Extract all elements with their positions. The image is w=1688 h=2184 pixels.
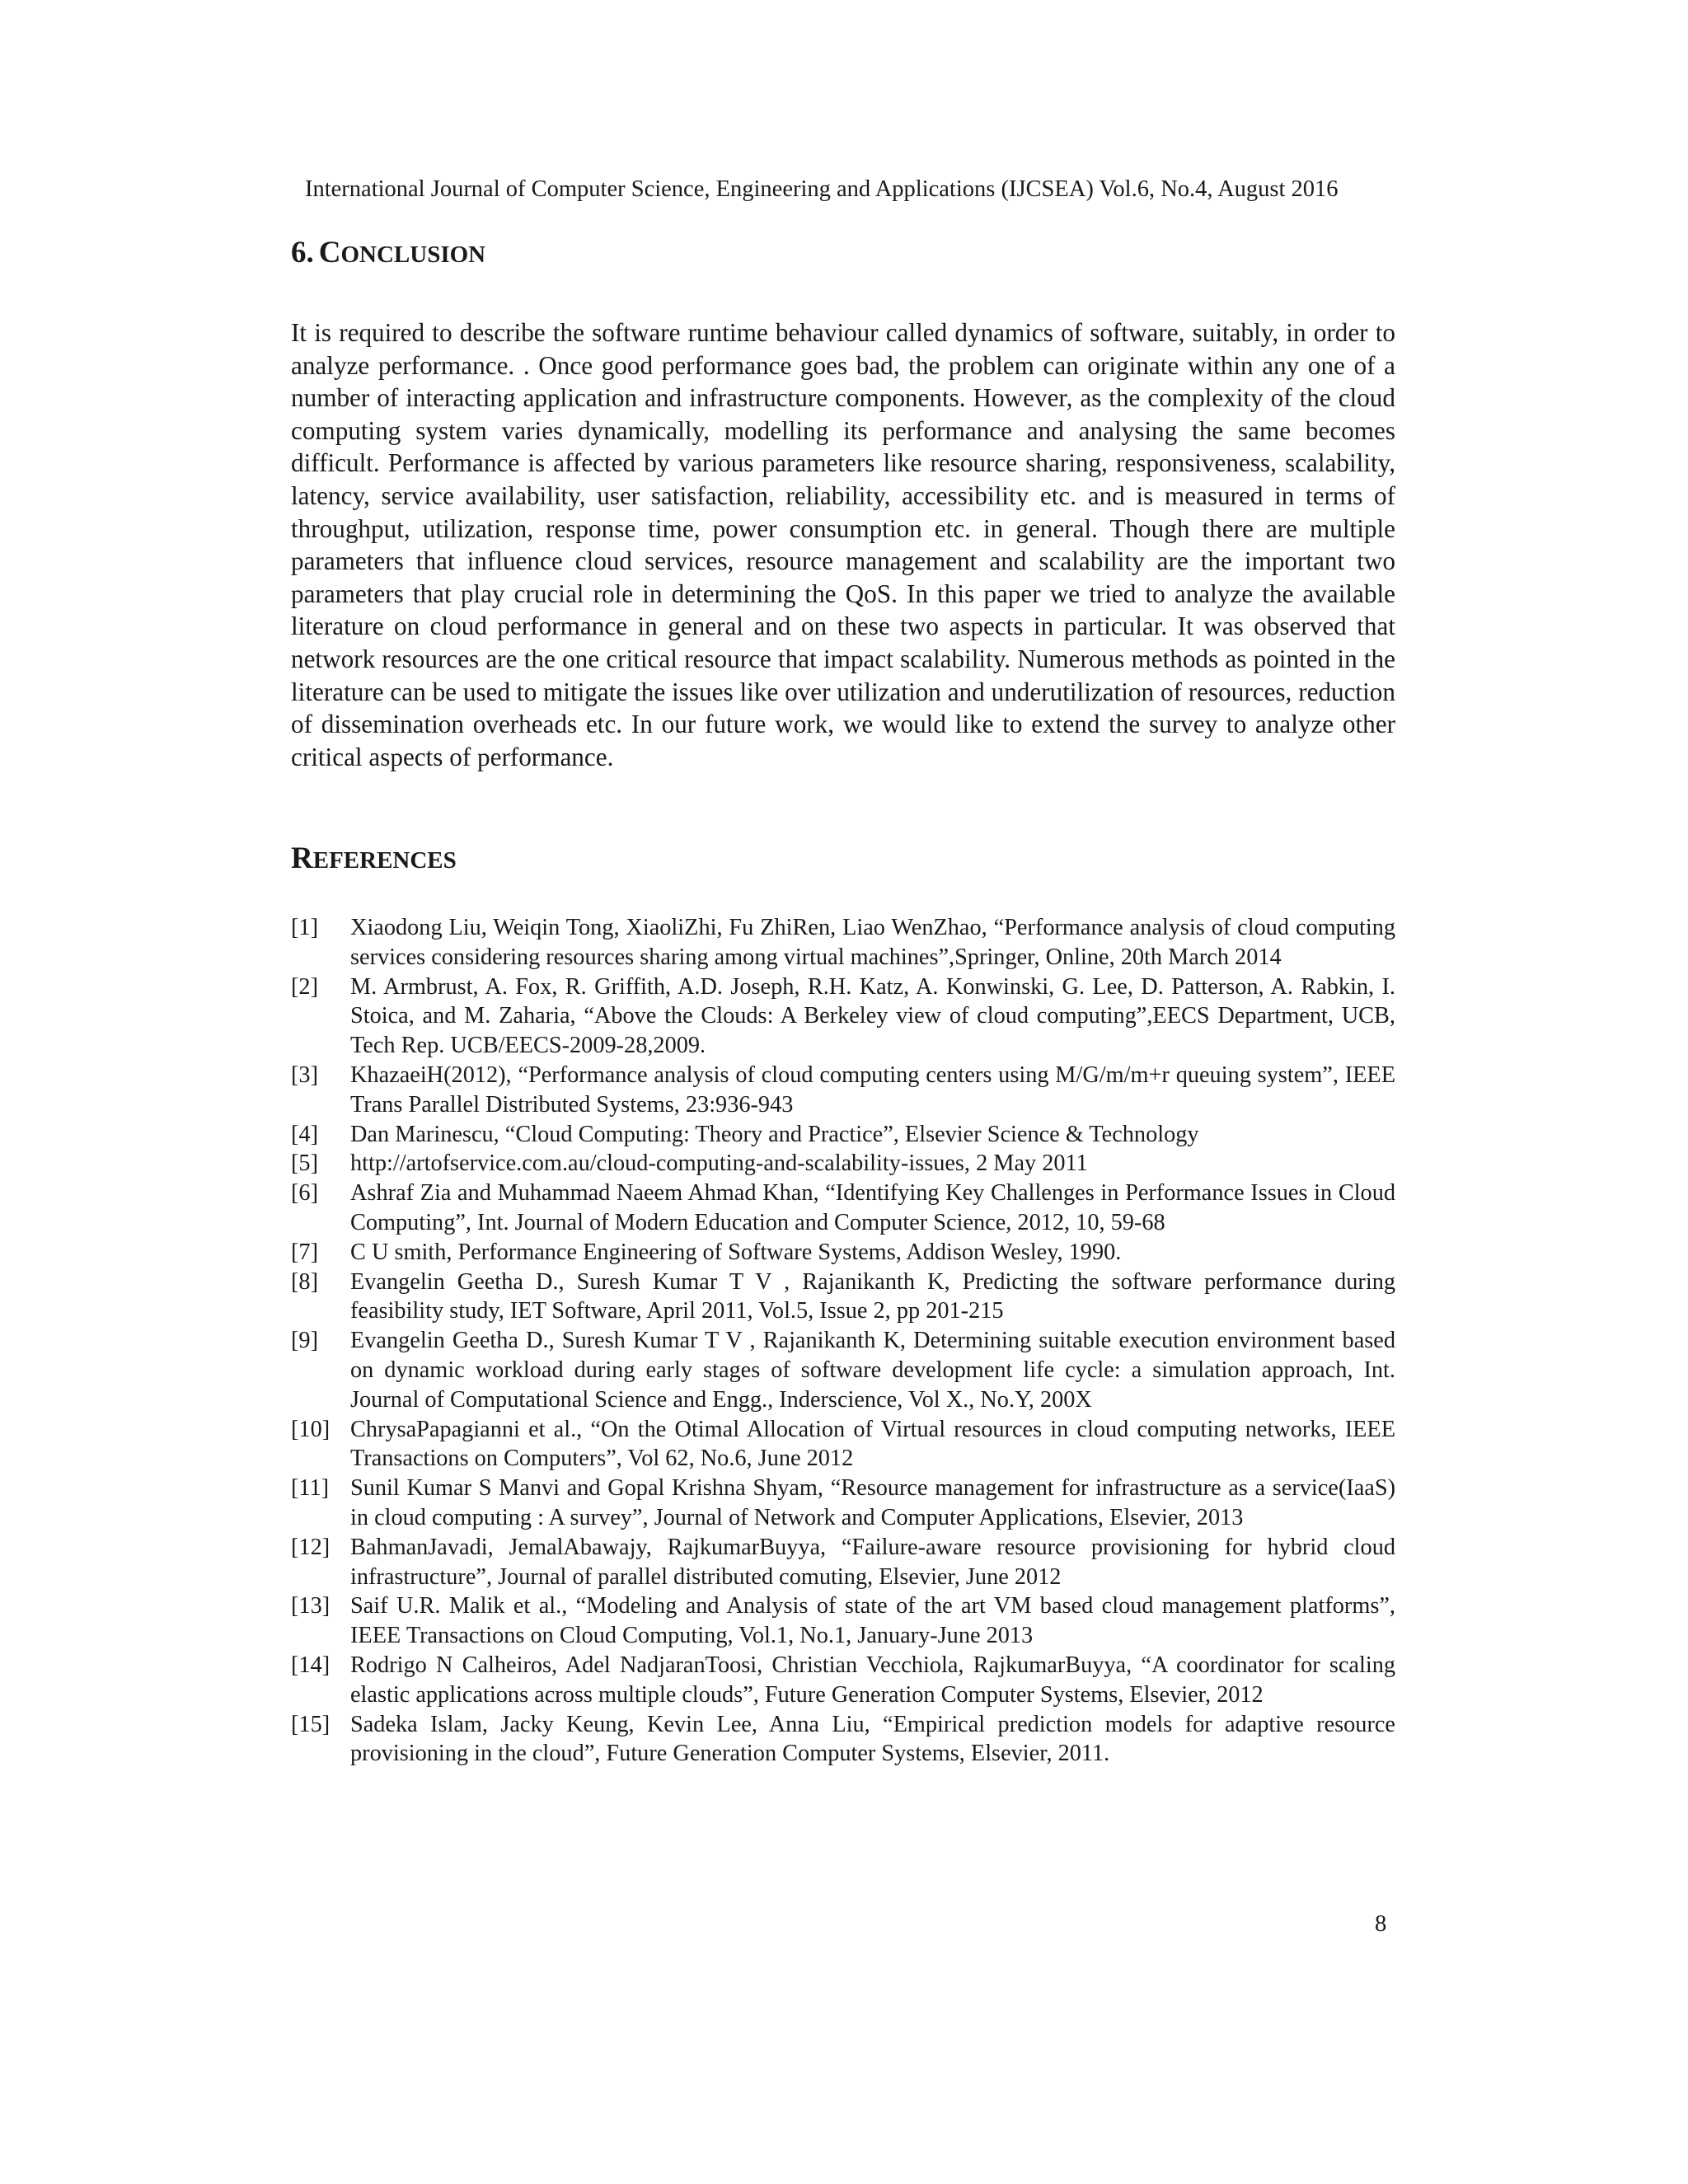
reference-text: Evangelin Geetha D., Suresh Kumar T V , Rajanikanth K, Determining suitable execution environment based on dynamic workload during early stages of software development life cycle: a simulation approach, Int. Journal of Computational Science and Engg., Inderscience, Vol X., No.Y, 200X [350,1328,1395,1413]
heading-initial: C [318,236,341,269]
reference-item [291,1149,1395,1179]
reference-number: [1] [291,915,318,940]
reference-item [291,1179,1395,1238]
reference-number: [10] [291,1416,331,1442]
conclusion-paragraph: It is required to describe the software runtime behaviour called dynamics of software, suitably, in order to analyze performance. . Once good performance goes bad, the problem can originate within any one of a number of interacting application and infrastructure components. However, as the complexity of the cloud computing system varies dynamically, modelling its performance and analysing the same becomes difficult. Performance is affected by various parameters like resource sharing, responsiveness, scalability, latency, service availability, user satisfaction, reliability, accessibility etc. and is measured in terms of throughput, utilization, response time, power consumption etc. in general. Though there are multiple parameters that influence cloud services, resource management and scalability are the important two parameters that play crucial role in determining the QoS. In this paper we tried to analyze the available literature on cloud performance in general and on these two aspects in particular. It was observed that network resources are the one critical resource that impact scalability. Numerous methods as pointed in the literature can be used to mitigate the issues like over utilization and underutilization of resources, reduction of dissemination overheads etc. In our future work, we would like to extend the survey to analyze other critical aspects of performance. [291,318,1395,771]
reference-number: [2] [291,973,318,1000]
heading-initial: R [291,841,313,875]
reference-text: Rodrigo N Calheiros, Adel NadjaranToosi, Christian Vecchiola, RajkumarBuyya, “A coordinator for scaling elastic applications across multiple clouds”, Future Generation Computer Systems, Elsevier, 2012 [350,1652,1395,1708]
reference-item [291,1533,1395,1592]
reference-item [291,1120,1395,1150]
reference-url[interactable]: http://artofservice.com.au/cloud-computing-and-scalability-issues, 2 May 2011 [350,1151,1088,1177]
heading-rest: ONCLUSION [340,241,486,268]
reference-number: [8] [291,1268,318,1295]
reference-number: [12] [291,1534,331,1560]
reference-number: [14] [291,1652,331,1678]
reference-item [291,913,1395,972]
reference-text: ChrysaPapagianni et al., “On the Otimal Allocation of Virtual resources in cloud computing networks, IEEE Transactions on Computers”, Vol 62, No.6, June 2012 [350,1416,1395,1472]
reference-text: C U smith, Performance Engineering of Software Systems, Addison Wesley, 1990. [350,1239,1122,1265]
section-number: 6. [291,236,314,269]
reference-item [291,972,1395,1061]
reference-number: [13] [291,1593,331,1619]
reference-item [291,1474,1395,1533]
reference-text: Dan Marinescu, “Cloud Computing: Theory and Practice”, Elsevier Science & Technology [350,1121,1199,1147]
reference-item [291,1061,1395,1120]
reference-number: [9] [291,1328,318,1354]
reference-text: Sunil Kumar S Manvi and Gopal Krishna Shyam, “Resource management for infrastructure as a service(IaaS) in cloud computing : A survey”, Journal of Network and Computer Applications, Elsevier, 2013 [350,1475,1395,1530]
reference-text: Ashraf Zia and Muhammad Naeem Ahmad Khan, “Identifying Key Challenges in Performance Issues in Cloud Computing”, Int. Journal of Modern Education and Computer Science, 2012, 10, 59-68 [350,1180,1395,1235]
reference-text: BahmanJavadi, JemalAbawajy, RajkumarBuyya, “Failure-aware resource provisioning for hybrid cloud infrastructure”, Journal of parallel distributed comuting, Elsevier, June 2012 [350,1534,1395,1590]
reference-number: [15] [291,1711,331,1737]
running-header: International Journal of Computer Science, Engineering and Applications (IJCSEA) Vol.6, No.4, August 2016 [305,176,1339,202]
reference-item [291,1326,1395,1414]
reference-number: [11] [291,1475,330,1502]
references-heading [291,841,457,876]
reference-item [291,1710,1395,1769]
reference-item [291,1268,1395,1327]
reference-text: KhazaeiH(2012), “Performance analysis of cloud computing centers using M/G/m/m+r queuing system”, IEEE Trans Parallel Distributed Systems, 23:936-943 [350,1062,1395,1118]
reference-list [291,913,1395,1769]
reference-number: [5] [291,1151,318,1177]
reference-number: [4] [291,1121,318,1147]
reference-item [291,1238,1395,1268]
conclusion-heading [291,235,485,270]
page-number: 8 [1375,1911,1387,1937]
reference-text: Evangelin Geetha D., Suresh Kumar T V , Rajanikanth K, Predicting the software performance during feasibility study, IET Software, April 2011, Vol.5, Issue 2, pp 201-215 [350,1268,1395,1324]
reference-text: Xiaodong Liu, Weiqin Tong, XiaoliZhi, Fu ZhiRen, Liao WenZhao, “Performance analysis of cloud computing services considering resources sharing among virtual machines”,Springer, Online, 20th March 2014 [350,915,1395,970]
reference-number: [7] [291,1239,318,1265]
reference-item [291,1415,1395,1474]
reference-item [291,1591,1395,1651]
reference-text: Saif U.R. Malik et al., “Modeling and Analysis of state of the art VM based cloud management platforms”, IEEE Transactions on Cloud Computing, Vol.1, No.1, January-June 2013 [350,1593,1395,1649]
reference-text: Sadeka Islam, Jacky Keung, Kevin Lee, Anna Liu, “Empirical prediction models for adaptive resource provisioning in the cloud”, Future Generation Computer Systems, Elsevier, 2011. [350,1711,1395,1767]
reference-item [291,1651,1395,1710]
reference-number: [3] [291,1062,318,1088]
reference-number: [6] [291,1180,318,1207]
reference-text: M. Armbrust, A. Fox, R. Griffith, A.D. Joseph, R.H. Katz, A. Konwinski, G. Lee, D. Patterson, A. Rabkin, I. Stoica, and M. Zaharia, “Above the Clouds: A Berkeley view of cloud computing”,EECS Department, UCB, Tech Rep. UCB/EECS-2009-28,2009. [350,973,1395,1059]
heading-rest: EFERENCES [312,847,457,874]
